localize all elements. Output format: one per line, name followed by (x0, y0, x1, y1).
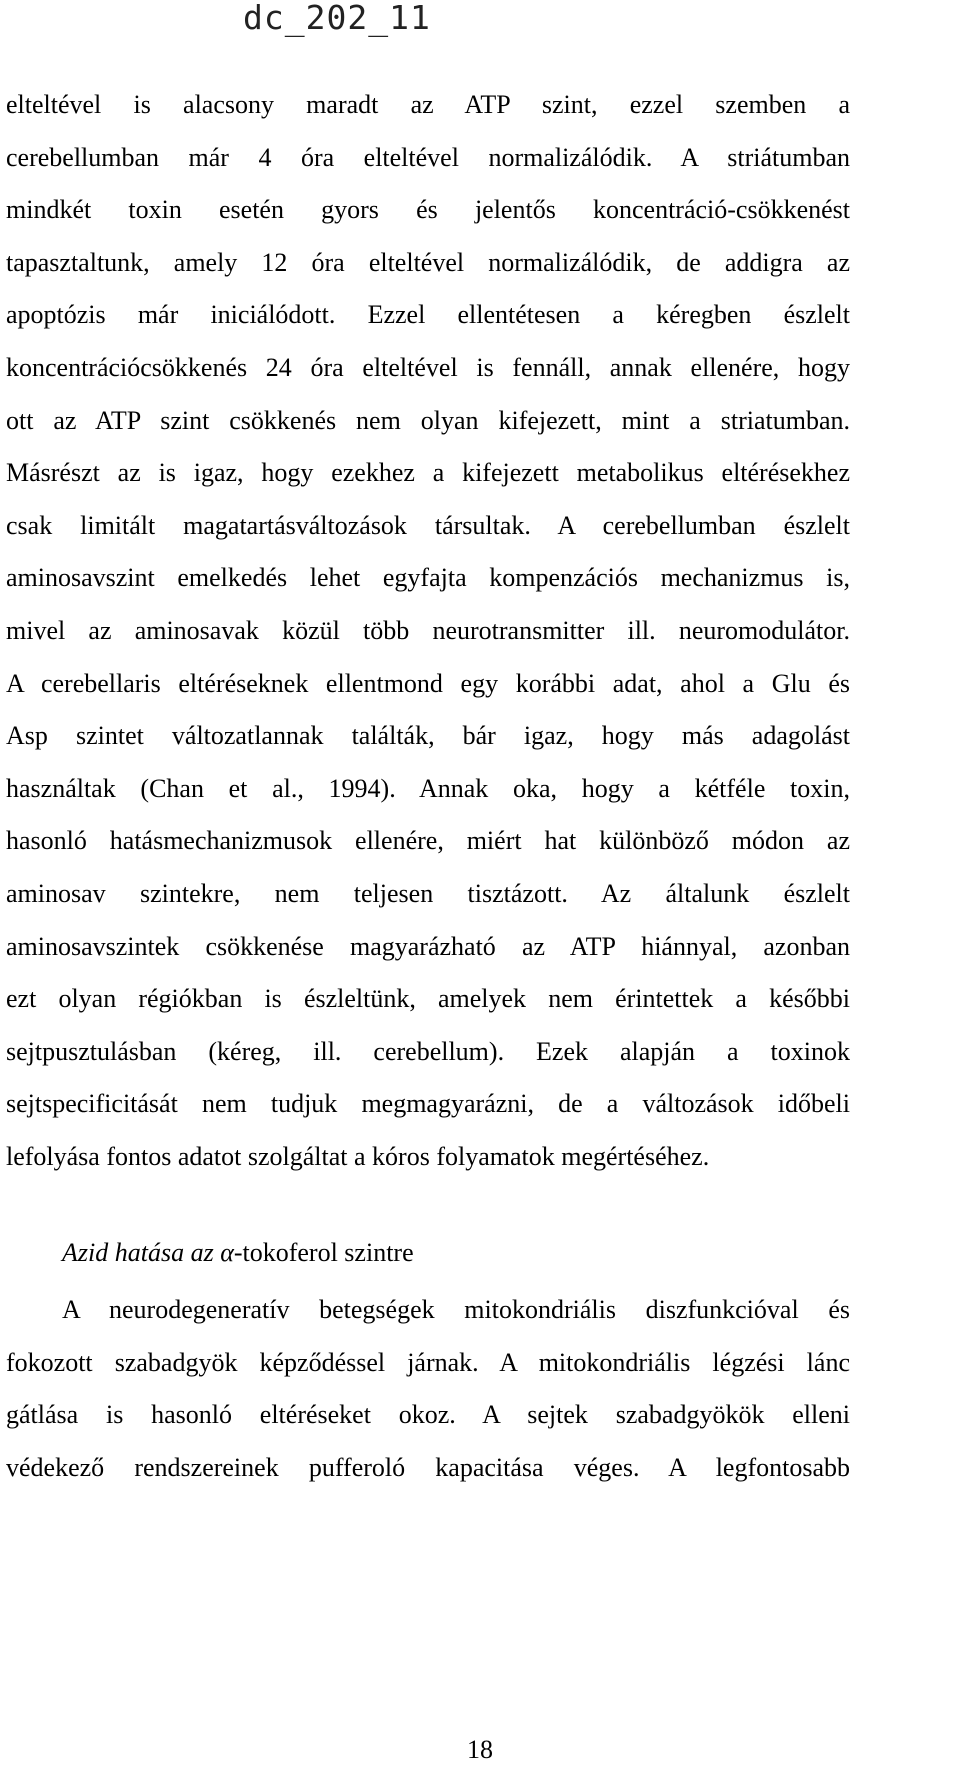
paragraph-neurodegeneration (6, 1284, 850, 1494)
text-line: tapasztaltunk, amely 12 óra elteltével normalizálódik, de addigra az (6, 247, 850, 277)
text-line: védekező rendszereinek pufferoló kapacitása véges. A legfontosabb (6, 1452, 850, 1482)
document-code-header: dc_202_11 (243, 0, 431, 37)
text-line: A neurodegeneratív betegségek mitokondriális diszfunkcióval és (62, 1295, 850, 1324)
text-line: aminosavszintek csökkenése magyarázható az ATP hiánnyal, azonban (6, 931, 850, 961)
text-line: Asp szintet változatlannak találták, bár igaz, hogy más adagolást (6, 721, 850, 751)
text-line: elteltével is alacsony maradt az ATP szint, ezzel szemben a (6, 90, 850, 119)
text-line: lefolyása fontos adatot szolgáltat a kóros folyamatok megértéséhez. (6, 1141, 710, 1171)
text-line: aminosavszint emelkedés lehet egyfajta kompenzációs mechanizmus is, (6, 563, 850, 593)
text-line: aminosav szintekre, nem teljesen tisztázott. Az általunk észlelt (6, 878, 850, 908)
page-number: 18 (467, 1735, 493, 1764)
text-line: apoptózis már iniciálódott. Ezzel ellentétesen a kéregben észlelt (6, 300, 850, 330)
section-heading (62, 1236, 414, 1270)
text-line: csak limitált magatartásváltozások társultak. A cerebellumban észlelt (6, 510, 850, 540)
text-line: A cerebellaris eltéréseknek ellentmond egy korábbi adat, ahol a Glu és (6, 668, 850, 698)
text-line: használtak (Chan et al., 1994). Annak oka, hogy a kétféle toxin, (6, 773, 850, 803)
text-line: mivel az aminosavak közül több neurotransmitter ill. neuromodulátor. (6, 615, 850, 645)
text-line: Másrészt az is igaz, hogy ezekhez a kifejezett metabolikus eltérésekhez (6, 458, 850, 488)
section-heading-rest: -tokoferol szintre (233, 1238, 414, 1267)
text-line: ezt olyan régiókban is észleltünk, amelyek nem érintettek a későbbi (6, 984, 850, 1014)
text-line: cerebellumban már 4 óra elteltével normalizálódik. A striátumban (6, 142, 850, 172)
text-line: sejtpusztulásban (kéreg, ill. cerebellum). Ezek alapján a toxinok (6, 1036, 850, 1066)
text-line: ott az ATP szint csökkenés nem olyan kifejezett, mint a striatumban. (6, 405, 850, 435)
text-line: hasonló hatásmechanizmusok ellenére, miért hat különböző módon az (6, 826, 850, 856)
text-line: gátlása is hasonló eltéréseket okoz. A sejtek szabadgyökök elleni (6, 1400, 850, 1430)
text-line: koncentrációcsökkenés 24 óra elteltével is fennáll, annak ellenére, hogy (6, 352, 850, 382)
text-line: fokozott szabadgyök képződéssel járnak. A mitokondriális légzési lánc (6, 1347, 850, 1377)
paragraph-results-discussion (6, 79, 850, 1183)
section-heading-italic: Azid hatása az (62, 1238, 221, 1267)
text-line: mindkét toxin esetén gyors és jelentős koncentráció-csökkenést (6, 195, 850, 225)
text-line: sejtspecificitását nem tudjuk megmagyarázni, de a változások időbeli (6, 1089, 850, 1119)
section-heading-alpha: α (220, 1238, 234, 1267)
